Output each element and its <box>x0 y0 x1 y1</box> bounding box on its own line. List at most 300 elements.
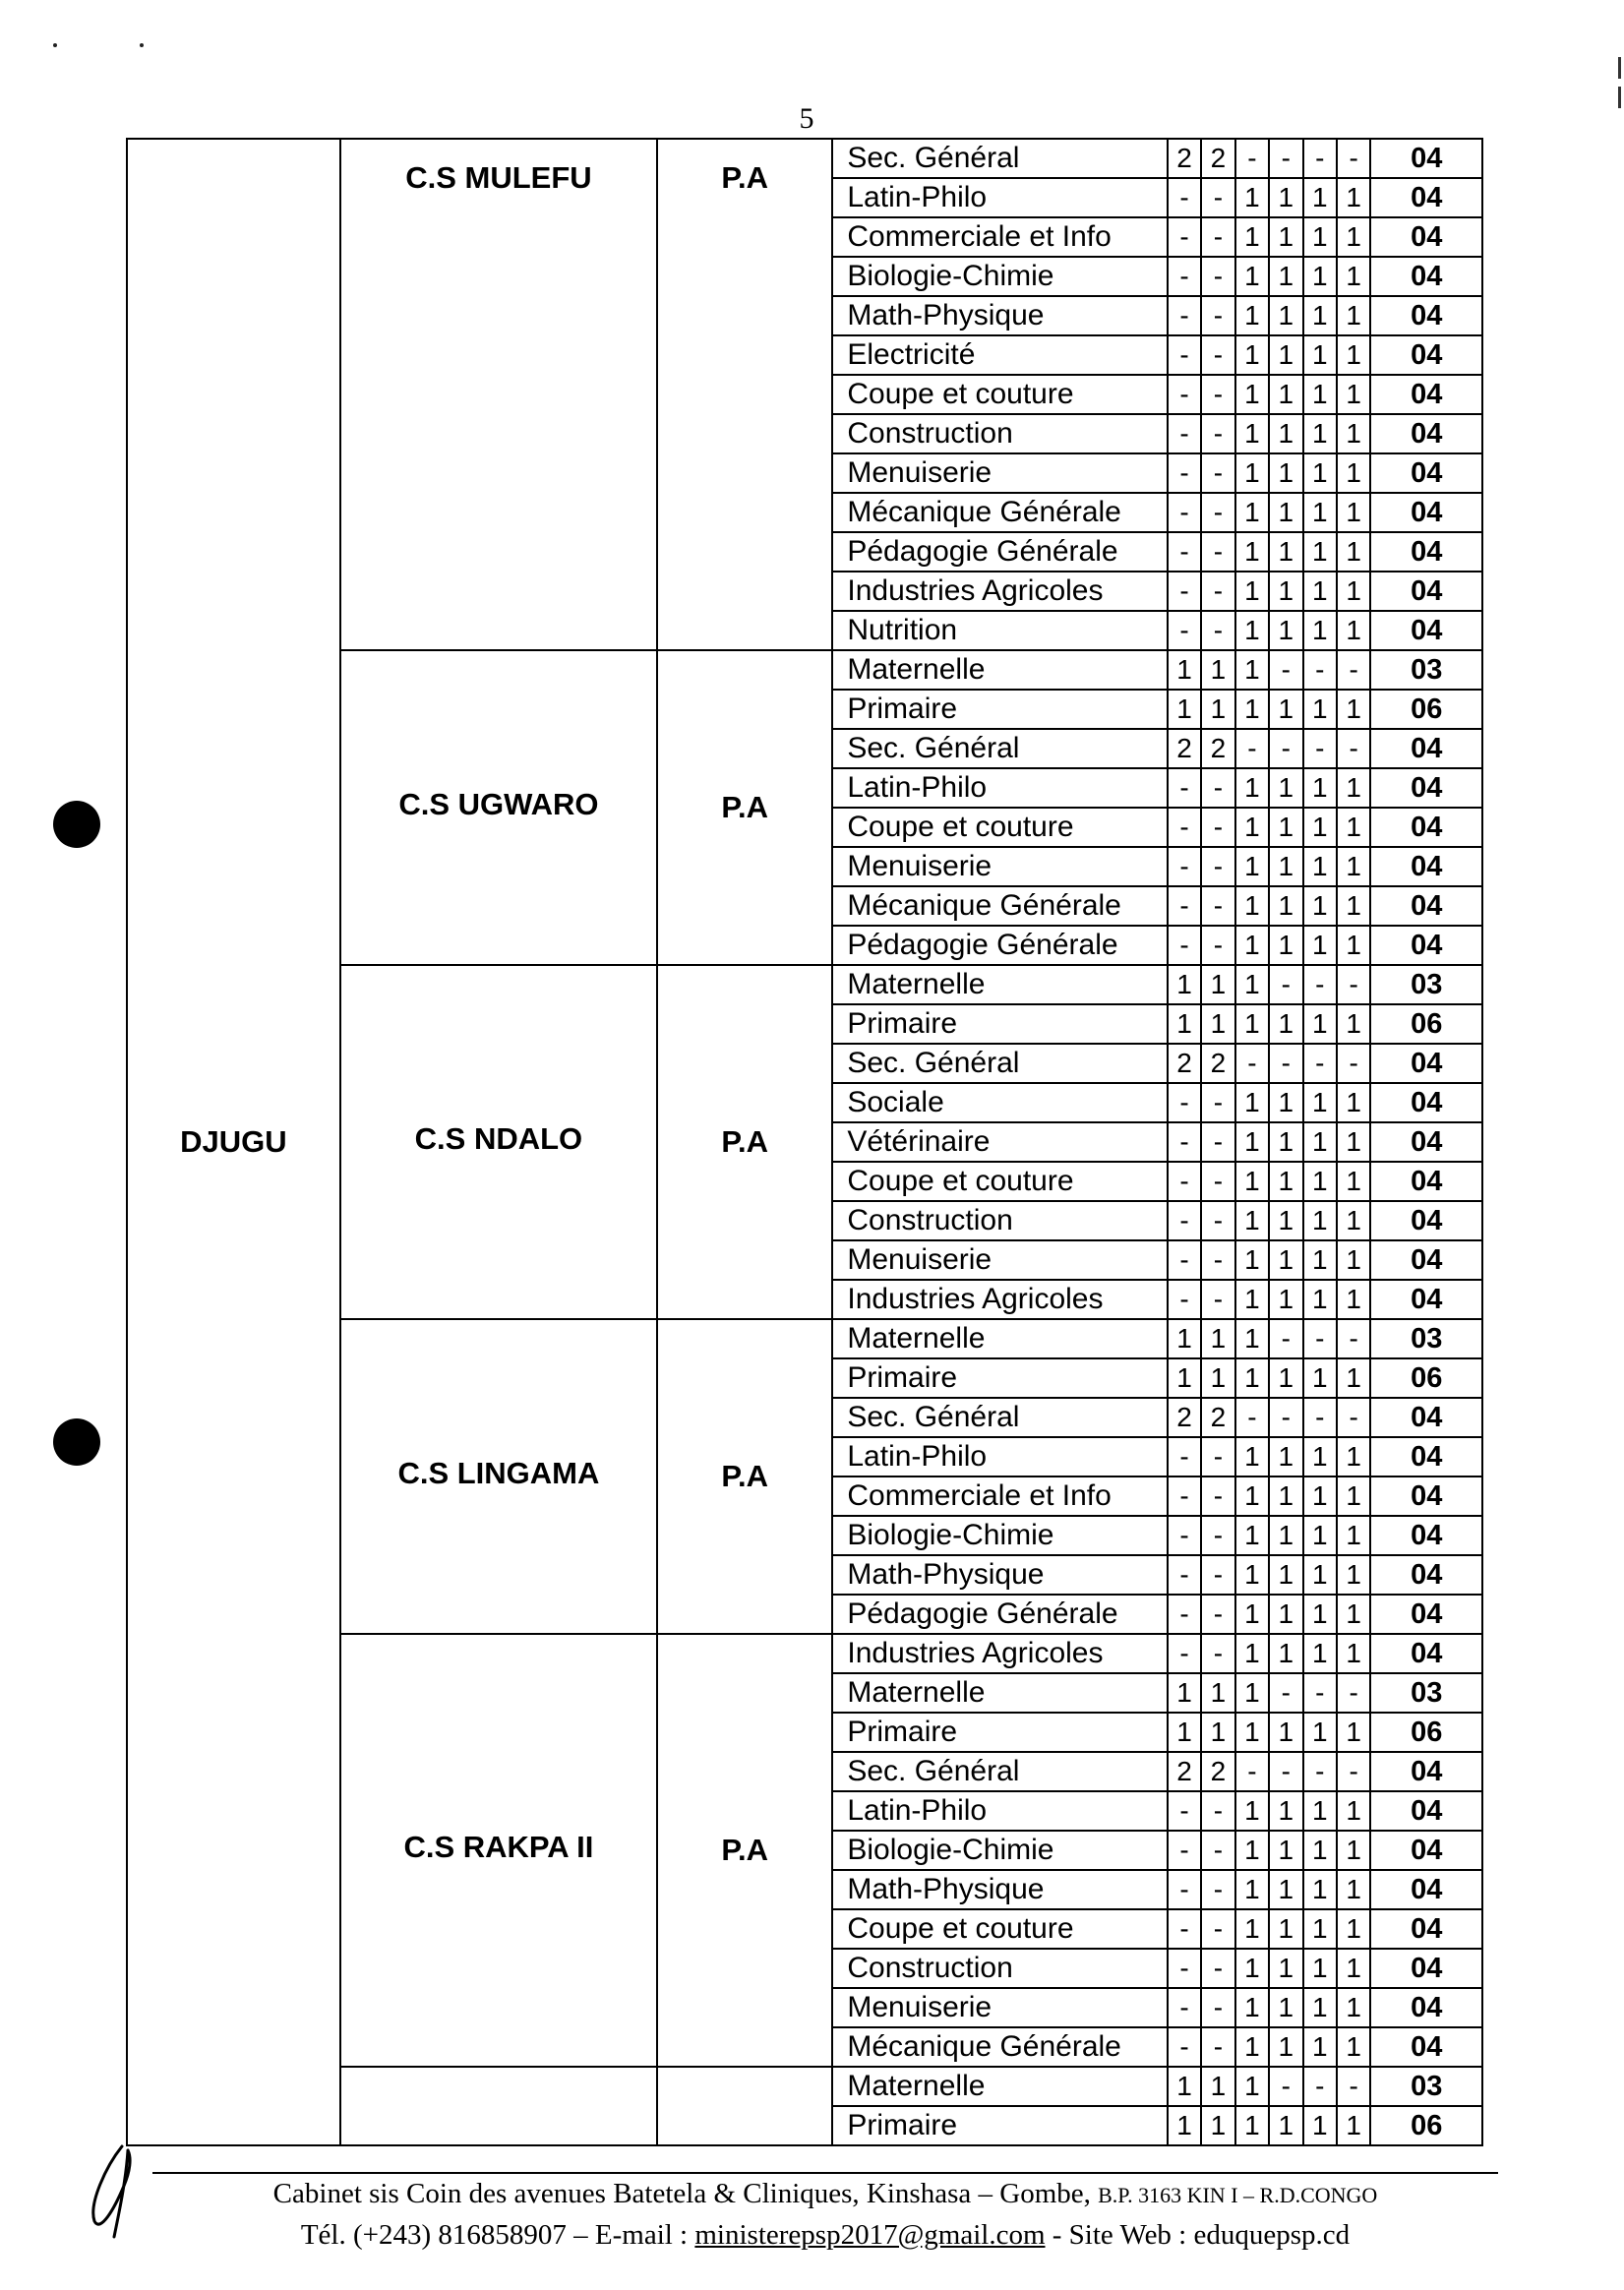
class-count-cell: - <box>1201 1201 1234 1240</box>
class-count-cell: 1 <box>1269 1516 1302 1555</box>
class-count-cell: - <box>1168 257 1201 296</box>
total-cell: 04 <box>1370 453 1482 493</box>
class-count-cell: 1 <box>1303 1831 1337 1870</box>
class-count-cell: 1 <box>1337 1280 1370 1319</box>
total-cell: 04 <box>1370 1831 1482 1870</box>
option-label: Sec. Général <box>832 1044 1167 1083</box>
class-count-cell: - <box>1168 1083 1201 1122</box>
total-cell: 04 <box>1370 296 1482 335</box>
class-count-cell: - <box>1201 1555 1234 1595</box>
class-count-cell: 1 <box>1269 375 1302 414</box>
class-count-cell: 1 <box>1337 1713 1370 1752</box>
class-count-cell: 1 <box>1201 1004 1234 1044</box>
class-count-cell: - <box>1168 2027 1201 2067</box>
class-count-cell: 1 <box>1303 1004 1337 1044</box>
class-count-cell: - <box>1168 1122 1201 1162</box>
class-count-cell: 1 <box>1201 2067 1234 2106</box>
class-count-cell: - <box>1201 1516 1234 1555</box>
class-count-cell: - <box>1168 375 1201 414</box>
class-count-cell: 1 <box>1337 1870 1370 1909</box>
total-cell: 04 <box>1370 178 1482 217</box>
class-count-cell: 1 <box>1303 1791 1337 1831</box>
total-cell: 04 <box>1370 808 1482 847</box>
class-count-cell: 1 <box>1303 847 1337 886</box>
class-count-cell: - <box>1201 1240 1234 1280</box>
total-cell: 04 <box>1370 1201 1482 1240</box>
class-count-cell: 1 <box>1201 1673 1234 1713</box>
total-cell: 04 <box>1370 611 1482 650</box>
class-count-cell: 1 <box>1235 1673 1269 1713</box>
class-count-cell: 2 <box>1168 1398 1201 1437</box>
class-count-cell: - <box>1201 1791 1234 1831</box>
class-count-cell: - <box>1168 414 1201 453</box>
option-label: Math-Physique <box>832 1555 1167 1595</box>
option-label: Primaire <box>832 1004 1167 1044</box>
class-count-cell: 1 <box>1269 257 1302 296</box>
class-count-cell: 1 <box>1235 1004 1269 1044</box>
class-count-cell: - <box>1201 926 1234 965</box>
class-count-cell: 1 <box>1337 611 1370 650</box>
class-count-cell: 1 <box>1235 1280 1269 1319</box>
class-count-cell: - <box>1168 1634 1201 1673</box>
total-cell: 04 <box>1370 1516 1482 1555</box>
footer-phone: Tél. (+243) 816858907 – E-mail : <box>300 2219 695 2251</box>
school-type-cell: P.A <box>657 1319 832 1634</box>
class-count-cell: 1 <box>1235 453 1269 493</box>
class-count-cell: - <box>1269 139 1302 178</box>
class-count-cell: 1 <box>1303 768 1337 808</box>
class-count-cell: - <box>1337 965 1370 1004</box>
total-cell: 04 <box>1370 847 1482 886</box>
total-cell: 04 <box>1370 493 1482 532</box>
class-count-cell: 1 <box>1303 1476 1337 1516</box>
total-cell: 04 <box>1370 1122 1482 1162</box>
class-count-cell: - <box>1168 1162 1201 1201</box>
option-label: Nutrition <box>832 611 1167 650</box>
class-count-cell: 2 <box>1168 729 1201 768</box>
total-cell: 04 <box>1370 414 1482 453</box>
total-cell: 04 <box>1370 1162 1482 1201</box>
class-count-cell: - <box>1201 808 1234 847</box>
class-count-cell: 1 <box>1303 611 1337 650</box>
option-label: Maternelle <box>832 2067 1167 2106</box>
option-label: Sec. Général <box>832 729 1167 768</box>
class-count-cell: - <box>1303 1319 1337 1358</box>
footer-website: - Site Web : eduquepsp.cd <box>1045 2219 1351 2251</box>
class-count-cell: 1 <box>1235 493 1269 532</box>
option-label: Maternelle <box>832 965 1167 1004</box>
class-count-cell: 1 <box>1269 1555 1302 1595</box>
class-count-cell: 1 <box>1269 768 1302 808</box>
class-count-cell: 1 <box>1337 768 1370 808</box>
class-count-cell: 1 <box>1337 2027 1370 2067</box>
class-count-cell: - <box>1303 729 1337 768</box>
school-type-cell: P.A <box>657 1634 832 2067</box>
class-count-cell: 1 <box>1337 1476 1370 1516</box>
option-label: Maternelle <box>832 1673 1167 1713</box>
class-count-cell: 1 <box>1303 257 1337 296</box>
option-label: Menuiserie <box>832 847 1167 886</box>
class-count-cell: 1 <box>1303 1358 1337 1398</box>
class-count-cell: 1 <box>1201 650 1234 690</box>
total-cell: 04 <box>1370 729 1482 768</box>
class-count-cell: - <box>1201 572 1234 611</box>
class-count-cell: 1 <box>1337 414 1370 453</box>
class-count-cell: 1 <box>1201 1319 1234 1358</box>
class-count-cell: - <box>1201 1476 1234 1516</box>
option-label: Industries Agricoles <box>832 1634 1167 1673</box>
total-cell: 04 <box>1370 335 1482 375</box>
class-count-cell: 1 <box>1269 1476 1302 1516</box>
option-label: Primaire <box>832 1713 1167 1752</box>
class-count-cell: 1 <box>1337 453 1370 493</box>
class-count-cell: 1 <box>1269 493 1302 532</box>
class-count-cell: - <box>1337 729 1370 768</box>
total-cell: 04 <box>1370 1398 1482 1437</box>
class-count-cell: 1 <box>1269 926 1302 965</box>
class-count-cell: 1 <box>1235 965 1269 1004</box>
class-count-cell: 1 <box>1303 1437 1337 1476</box>
class-count-cell: 1 <box>1269 572 1302 611</box>
total-cell: 04 <box>1370 2027 1482 2067</box>
class-count-cell: - <box>1168 1949 1201 1988</box>
table-row <box>127 139 1482 178</box>
class-count-cell: 1 <box>1168 690 1201 729</box>
total-cell: 03 <box>1370 1319 1482 1358</box>
total-cell: 04 <box>1370 1634 1482 1673</box>
class-count-cell: 1 <box>1235 1713 1269 1752</box>
class-count-cell: 1 <box>1235 335 1269 375</box>
class-count-cell: - <box>1168 926 1201 965</box>
class-count-cell: 1 <box>1303 1162 1337 1201</box>
option-label: Primaire <box>832 690 1167 729</box>
class-count-cell: 1 <box>1235 178 1269 217</box>
class-count-cell: - <box>1168 1240 1201 1280</box>
class-count-cell: 1 <box>1235 572 1269 611</box>
class-count-cell: - <box>1168 1988 1201 2027</box>
class-count-cell: - <box>1269 2067 1302 2106</box>
class-count-cell: 2 <box>1168 139 1201 178</box>
class-count-cell: 1 <box>1269 1831 1302 1870</box>
class-count-cell: 1 <box>1269 1201 1302 1240</box>
option-label: Latin-Philo <box>832 178 1167 217</box>
class-count-cell: - <box>1168 808 1201 847</box>
class-count-cell: 1 <box>1303 690 1337 729</box>
class-count-cell: - <box>1201 1083 1234 1122</box>
class-count-cell: - <box>1201 1437 1234 1476</box>
class-count-cell: 1 <box>1269 1791 1302 1831</box>
class-count-cell: 1 <box>1235 1791 1269 1831</box>
total-cell: 04 <box>1370 886 1482 926</box>
class-count-cell: - <box>1269 1752 1302 1791</box>
total-cell: 04 <box>1370 1870 1482 1909</box>
class-count-cell: - <box>1168 1791 1201 1831</box>
class-count-cell: 1 <box>1303 1949 1337 1988</box>
class-count-cell: 1 <box>1337 257 1370 296</box>
total-cell: 03 <box>1370 650 1482 690</box>
class-count-cell: 1 <box>1269 1358 1302 1398</box>
class-count-cell: - <box>1235 1752 1269 1791</box>
footer-address-text: Cabinet sis Coin des avenues Batetela & Cliniques, Kinshasa – Gombe, <box>272 2178 1099 2209</box>
class-count-cell: 1 <box>1235 650 1269 690</box>
class-count-cell: - <box>1168 296 1201 335</box>
total-cell: 03 <box>1370 2067 1482 2106</box>
total-cell: 04 <box>1370 1555 1482 1595</box>
class-count-cell: 1 <box>1303 1083 1337 1122</box>
class-count-cell: 1 <box>1235 1240 1269 1280</box>
class-count-cell: 1 <box>1337 1201 1370 1240</box>
class-count-cell: 1 <box>1235 886 1269 926</box>
scan-speck <box>140 43 144 47</box>
class-count-cell: 1 <box>1303 493 1337 532</box>
option-label: Coupe et couture <box>832 1909 1167 1949</box>
class-count-cell: - <box>1201 1122 1234 1162</box>
class-count-cell: - <box>1201 1280 1234 1319</box>
class-count-cell: - <box>1168 1595 1201 1634</box>
option-label: Mécanique Générale <box>832 493 1167 532</box>
option-label: Industries Agricoles <box>832 1280 1167 1319</box>
footer-email-link[interactable]: ministerepsp2017@gmail.com <box>694 2219 1046 2251</box>
option-label: Primaire <box>832 1358 1167 1398</box>
class-count-cell: 1 <box>1168 2106 1201 2145</box>
class-count-cell: - <box>1168 1555 1201 1595</box>
class-count-cell: 1 <box>1235 1201 1269 1240</box>
allocation-table <box>126 138 1483 2146</box>
class-count-cell: 1 <box>1235 296 1269 335</box>
option-label: Coupe et couture <box>832 375 1167 414</box>
class-count-cell: 1 <box>1269 1162 1302 1201</box>
school-name-cell <box>340 2067 657 2145</box>
class-count-cell: 2 <box>1201 139 1234 178</box>
class-count-cell: 1 <box>1269 808 1302 847</box>
class-count-cell: 1 <box>1337 1004 1370 1044</box>
class-count-cell: - <box>1269 1319 1302 1358</box>
class-count-cell: - <box>1303 139 1337 178</box>
class-count-cell: 1 <box>1269 847 1302 886</box>
class-count-cell: - <box>1168 1909 1201 1949</box>
class-count-cell: - <box>1337 650 1370 690</box>
option-label: Commerciale et Info <box>832 1476 1167 1516</box>
option-label: Sec. Général <box>832 1752 1167 1791</box>
class-count-cell: - <box>1168 178 1201 217</box>
class-count-cell: 1 <box>1235 2067 1269 2106</box>
class-count-cell: - <box>1201 296 1234 335</box>
class-count-cell: 1 <box>1235 375 1269 414</box>
total-cell: 06 <box>1370 1713 1482 1752</box>
class-count-cell: 1 <box>1235 1083 1269 1122</box>
class-count-cell: 1 <box>1269 1280 1302 1319</box>
footer-contact <box>152 2219 1498 2252</box>
class-count-cell: 1 <box>1235 1634 1269 1673</box>
class-count-cell: 2 <box>1201 1044 1234 1083</box>
class-count-cell: 1 <box>1303 1988 1337 2027</box>
class-count-cell: 1 <box>1269 296 1302 335</box>
total-cell: 04 <box>1370 768 1482 808</box>
option-label: Math-Physique <box>832 1870 1167 1909</box>
class-count-cell: - <box>1303 1673 1337 1713</box>
class-count-cell: 1 <box>1337 1949 1370 1988</box>
option-label: Menuiserie <box>832 1988 1167 2027</box>
class-count-cell: 1 <box>1235 768 1269 808</box>
class-count-cell: - <box>1168 532 1201 572</box>
school-name-cell: C.S NDALO <box>340 965 657 1319</box>
total-cell: 06 <box>1370 1358 1482 1398</box>
class-count-cell: 1 <box>1201 2106 1234 2145</box>
class-count-cell: 1 <box>1303 1555 1337 1595</box>
class-count-cell: 1 <box>1337 1909 1370 1949</box>
class-count-cell: 1 <box>1303 217 1337 257</box>
total-cell: 04 <box>1370 257 1482 296</box>
class-count-cell: 1 <box>1303 1240 1337 1280</box>
class-count-cell: 2 <box>1168 1752 1201 1791</box>
class-count-cell: - <box>1168 1831 1201 1870</box>
class-count-cell: - <box>1337 1673 1370 1713</box>
class-count-cell: 1 <box>1303 926 1337 965</box>
class-count-cell: - <box>1303 1044 1337 1083</box>
total-cell: 03 <box>1370 1673 1482 1713</box>
class-count-cell: 1 <box>1337 178 1370 217</box>
class-count-cell: 1 <box>1269 690 1302 729</box>
class-count-cell: 1 <box>1303 2027 1337 2067</box>
class-count-cell: 1 <box>1337 1437 1370 1476</box>
class-count-cell: 1 <box>1269 335 1302 375</box>
class-count-cell: 1 <box>1337 886 1370 926</box>
class-count-cell: 1 <box>1235 1831 1269 1870</box>
class-count-cell: 1 <box>1337 493 1370 532</box>
option-label: Construction <box>832 1949 1167 1988</box>
class-count-cell: 1 <box>1337 808 1370 847</box>
option-label: Electricité <box>832 335 1167 375</box>
option-label: Sec. Général <box>832 1398 1167 1437</box>
total-cell: 04 <box>1370 1752 1482 1791</box>
scan-edge-mark <box>1618 57 1621 79</box>
total-cell: 04 <box>1370 1949 1482 1988</box>
class-count-cell: 1 <box>1337 2106 1370 2145</box>
class-count-cell: 1 <box>1337 1358 1370 1398</box>
school-name-cell: C.S RAKPA II <box>340 1634 657 2067</box>
option-label: Latin-Philo <box>832 768 1167 808</box>
class-count-cell: - <box>1168 611 1201 650</box>
class-count-cell: 1 <box>1337 335 1370 375</box>
class-count-cell: 1 <box>1337 296 1370 335</box>
school-type-cell: P.A <box>657 965 832 1319</box>
class-count-cell: - <box>1168 1516 1201 1555</box>
class-count-cell: 1 <box>1235 1122 1269 1162</box>
school-type-cell: P.A <box>657 650 832 965</box>
class-count-cell: - <box>1168 768 1201 808</box>
class-count-cell: 1 <box>1303 532 1337 572</box>
class-count-cell: - <box>1168 453 1201 493</box>
class-count-cell: 1 <box>1235 532 1269 572</box>
class-count-cell: 1 <box>1337 1122 1370 1162</box>
scan-speck <box>53 43 57 47</box>
total-cell: 04 <box>1370 1595 1482 1634</box>
class-count-cell: 1 <box>1168 1673 1201 1713</box>
class-count-cell: 1 <box>1201 690 1234 729</box>
class-count-cell: 1 <box>1303 572 1337 611</box>
option-label: Mécanique Générale <box>832 886 1167 926</box>
class-count-cell: 1 <box>1235 847 1269 886</box>
class-count-cell: - <box>1235 1044 1269 1083</box>
class-count-cell: 1 <box>1303 335 1337 375</box>
class-count-cell: 1 <box>1235 2027 1269 2067</box>
class-count-cell: 1 <box>1235 1162 1269 1201</box>
option-label: Pédagogie Générale <box>832 1595 1167 1634</box>
class-count-cell: - <box>1303 965 1337 1004</box>
class-count-cell: 1 <box>1303 296 1337 335</box>
class-count-cell: 1 <box>1303 1280 1337 1319</box>
total-cell: 04 <box>1370 1988 1482 2027</box>
class-count-cell: 1 <box>1269 1595 1302 1634</box>
class-count-cell: 1 <box>1235 690 1269 729</box>
option-label: Pédagogie Générale <box>832 926 1167 965</box>
class-count-cell: 1 <box>1269 414 1302 453</box>
class-count-cell: 1 <box>1235 1870 1269 1909</box>
class-count-cell: 1 <box>1235 2106 1269 2145</box>
option-label: Menuiserie <box>832 1240 1167 1280</box>
school-type-cell: P.A <box>657 139 832 650</box>
option-label: Vétérinaire <box>832 1122 1167 1162</box>
class-count-cell: 1 <box>1337 1555 1370 1595</box>
class-count-cell: 1 <box>1337 572 1370 611</box>
option-label: Primaire <box>832 2106 1167 2145</box>
total-cell: 04 <box>1370 375 1482 414</box>
class-count-cell: 1 <box>1269 1870 1302 1909</box>
class-count-cell: - <box>1269 1673 1302 1713</box>
class-count-cell: - <box>1337 1319 1370 1358</box>
class-count-cell: 1 <box>1337 532 1370 572</box>
class-count-cell: 1 <box>1303 1122 1337 1162</box>
option-label: Mécanique Générale <box>832 2027 1167 2067</box>
total-cell: 04 <box>1370 1909 1482 1949</box>
class-count-cell: 1 <box>1337 1791 1370 1831</box>
footer-separator <box>152 2172 1498 2174</box>
total-cell: 04 <box>1370 926 1482 965</box>
class-count-cell: 1 <box>1168 1358 1201 1398</box>
class-count-cell: 1 <box>1235 1516 1269 1555</box>
class-count-cell: 1 <box>1235 1319 1269 1358</box>
class-count-cell: - <box>1168 335 1201 375</box>
class-count-cell: - <box>1201 768 1234 808</box>
total-cell: 04 <box>1370 1044 1482 1083</box>
class-count-cell: - <box>1201 335 1234 375</box>
class-count-cell: - <box>1201 611 1234 650</box>
binder-hole-bottom <box>53 1418 100 1466</box>
class-count-cell: 1 <box>1269 1988 1302 2027</box>
total-cell: 04 <box>1370 1791 1482 1831</box>
class-count-cell: - <box>1168 1476 1201 1516</box>
class-count-cell: 1 <box>1168 1319 1201 1358</box>
option-label: Biologie-Chimie <box>832 1516 1167 1555</box>
class-count-cell: - <box>1201 1162 1234 1201</box>
class-count-cell: - <box>1269 965 1302 1004</box>
class-count-cell: 1 <box>1337 217 1370 257</box>
total-cell: 04 <box>1370 572 1482 611</box>
class-count-cell: - <box>1269 650 1302 690</box>
class-count-cell: - <box>1337 139 1370 178</box>
class-count-cell: - <box>1201 1949 1234 1988</box>
class-count-cell: 1 <box>1303 2106 1337 2145</box>
class-count-cell: 1 <box>1269 178 1302 217</box>
class-count-cell: 1 <box>1269 532 1302 572</box>
class-count-cell: - <box>1201 847 1234 886</box>
class-count-cell: 1 <box>1201 1358 1234 1398</box>
class-count-cell: 1 <box>1303 1909 1337 1949</box>
class-count-cell: 2 <box>1201 1752 1234 1791</box>
total-cell: 04 <box>1370 1083 1482 1122</box>
class-count-cell: - <box>1201 1831 1234 1870</box>
class-count-cell: 1 <box>1337 1516 1370 1555</box>
